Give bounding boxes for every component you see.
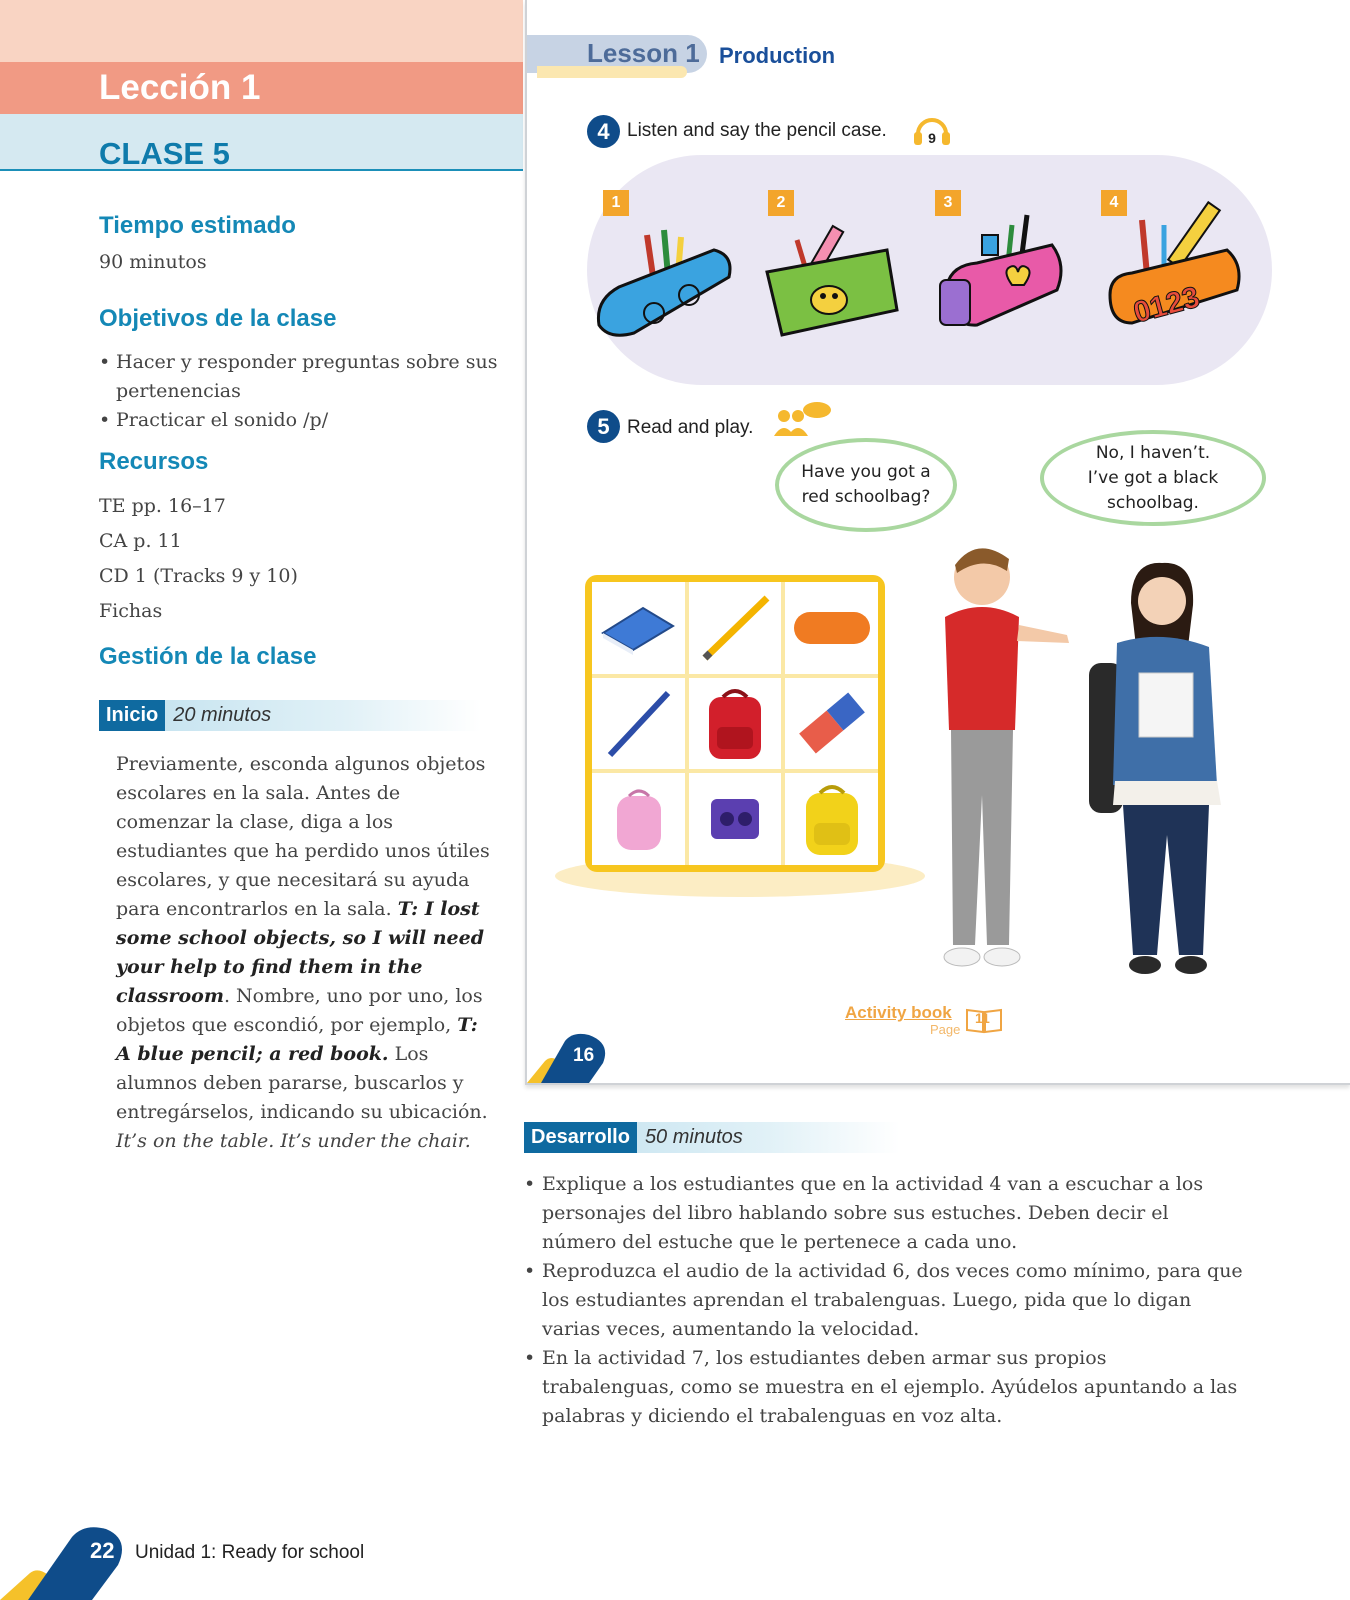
boy-figure <box>944 548 1069 966</box>
blue-book-icon <box>598 598 678 658</box>
grid-cell-eraser <box>785 678 878 770</box>
grid-cell-book <box>592 582 685 674</box>
eraser-icon <box>792 688 872 758</box>
lesson-label: Lesson 1 <box>587 38 700 68</box>
inicio-text-1: Previamente, esconda algunos objetos escolares en la sala. Antes de comenzar la clase, diga a los estudiantes que ha perdido unos útiles escolares, y que necesitará su ayuda para encontrarlos en la sala. <box>116 753 490 920</box>
inicio-duration: 20 minutos <box>173 704 272 726</box>
case-number-3: 3 <box>935 190 961 216</box>
pencil-case-4-image <box>1102 195 1247 340</box>
yellow-pencil-icon <box>695 593 775 663</box>
desarrollo-duration: 50 minutos <box>644 1126 743 1148</box>
pencil-case-3-image <box>932 205 1072 345</box>
girl-figure <box>1089 563 1221 974</box>
header-band-leccion <box>0 62 523 114</box>
grid-cell-schoolbag-pink <box>592 773 685 865</box>
pink-schoolbag-icon <box>603 784 673 854</box>
school-objects-grid <box>585 575 885 872</box>
objetivos-heading: Objetivos de la clase <box>99 305 337 332</box>
speech-bubble-boy <box>775 438 957 532</box>
pencil-case-2-image <box>757 210 907 345</box>
footer-page-number: 22 <box>90 1538 115 1563</box>
headphones-icon <box>912 112 952 148</box>
activity-book-link[interactable]: Activity book <box>845 1003 952 1022</box>
desarrollo-list <box>524 1170 1244 1431</box>
grid-cell-pencil <box>689 582 782 674</box>
grid-cell-pencil-case <box>785 582 878 674</box>
activity-book-page-label: Page <box>930 1022 961 1037</box>
desarrollo-bar <box>524 1122 900 1153</box>
case-number-4: 4 <box>1101 190 1127 216</box>
case-number-1: 1 <box>603 190 629 216</box>
children-photo <box>917 525 1257 990</box>
student-book-page <box>525 0 1350 1085</box>
inicio-text-5: Los alumnos deben pararse, buscarlos y entregárselos, indicando su ubicación. <box>116 1043 488 1123</box>
activity-4-instruction: Listen and say the pencil case. <box>627 120 887 141</box>
inicio-bar <box>99 700 481 731</box>
track-number: 9 <box>928 130 936 146</box>
grid-cell-schoolbag-red <box>689 678 782 770</box>
recurso-item: Fichas <box>99 600 163 622</box>
inicio-paragraph <box>116 750 496 1156</box>
sharpener-icon <box>703 789 767 849</box>
activity-book-page-number: 11 <box>975 1010 990 1026</box>
tiempo-value: 90 minutos <box>99 251 207 273</box>
recurso-item: CD 1 (Tracks 9 y 10) <box>99 565 298 587</box>
desarrollo-item: • En la actividad 7, los estudiantes deben armar sus propios trabalenguas, como se muestra en el ejemplo. Ayúdelos apuntando a las palabras y diciendo el trabalenguas en voz alta. <box>524 1344 1244 1431</box>
recurso-item: CA p. 11 <box>99 530 182 552</box>
activity-4-number: 4 <box>587 115 620 148</box>
inicio-text-4: T: A blue pencil; a red book. <box>116 1014 478 1065</box>
speech-bubble-girl-text: No, I haven’t. I’ve got a black schoolbag. <box>1087 442 1219 513</box>
yellow-schoolbag-icon <box>800 779 864 859</box>
desarrollo-item: • Reproduzca el audio de la actividad 6, dos veces como mínimo, para que los estudiantes aprendan el trabalenguas. Luego, pida que lo digan varias veces, aumentando la velocidad. <box>524 1257 1244 1344</box>
objetivos-list <box>99 348 499 435</box>
clase-title: CLASE 5 <box>99 136 230 171</box>
footer-unit-title: Unidad 1: Ready for school <box>135 1542 365 1563</box>
desarrollo-tag: Desarrollo <box>524 1122 637 1153</box>
student-book-page-number: 16 <box>573 1045 595 1066</box>
inicio-text-3: . Nombre, uno por uno, los objetos que escondió, por ejemplo, <box>116 985 483 1036</box>
inicio-text-6: It’s on the table. It’s under the chair. <box>116 1130 471 1152</box>
leccion-title: Lección 1 <box>99 68 261 107</box>
grid-cell-sharpener <box>689 773 782 865</box>
pair-work-icon <box>772 400 834 438</box>
recurso-item: TE pp. 16–17 <box>99 495 226 517</box>
pencil-case-1-image <box>589 215 739 345</box>
header-band-clase <box>0 114 523 171</box>
grid-cell-pen <box>592 678 685 770</box>
section-label: Production <box>719 43 836 68</box>
student-book-page-badge <box>527 1033 612 1083</box>
objetivo-item: • Practicar el sonido /p/ <box>99 406 499 435</box>
objetivo-item: • Hacer y responder preguntas sobre sus pertenencias <box>99 348 499 406</box>
tiempo-heading: Tiempo estimado <box>99 212 296 239</box>
blue-pen-icon <box>598 683 678 763</box>
header-band-top <box>0 0 523 62</box>
speech-bubble-girl <box>1040 430 1266 526</box>
recursos-heading: Recursos <box>99 448 209 475</box>
gestion-heading: Gestión de la clase <box>99 643 317 670</box>
inicio-text-2: T: I lost some school objects, so I will need your help to find them in the classroom <box>116 898 485 1007</box>
activity-5-number: 5 <box>587 410 620 443</box>
orange-pencil-case-icon <box>790 606 874 650</box>
activity-5-instruction: Read and play. <box>627 417 754 438</box>
pencil-case-4-digits: 0123 <box>1129 280 1204 330</box>
grid-cell-schoolbag-yellow <box>785 773 878 865</box>
inicio-tag: Inicio <box>99 700 165 731</box>
speech-bubble-boy-text: Have you got a red schoolbag? <box>801 462 931 507</box>
case-number-2: 2 <box>768 190 794 216</box>
desarrollo-item: • Explique a los estudiantes que en la actividad 4 van a escuchar a los personajes del libro hablando sobre sus estuches. Deben decir el número del estuche que le pertenece a cada uno. <box>524 1170 1244 1257</box>
red-schoolbag-icon <box>703 683 767 763</box>
